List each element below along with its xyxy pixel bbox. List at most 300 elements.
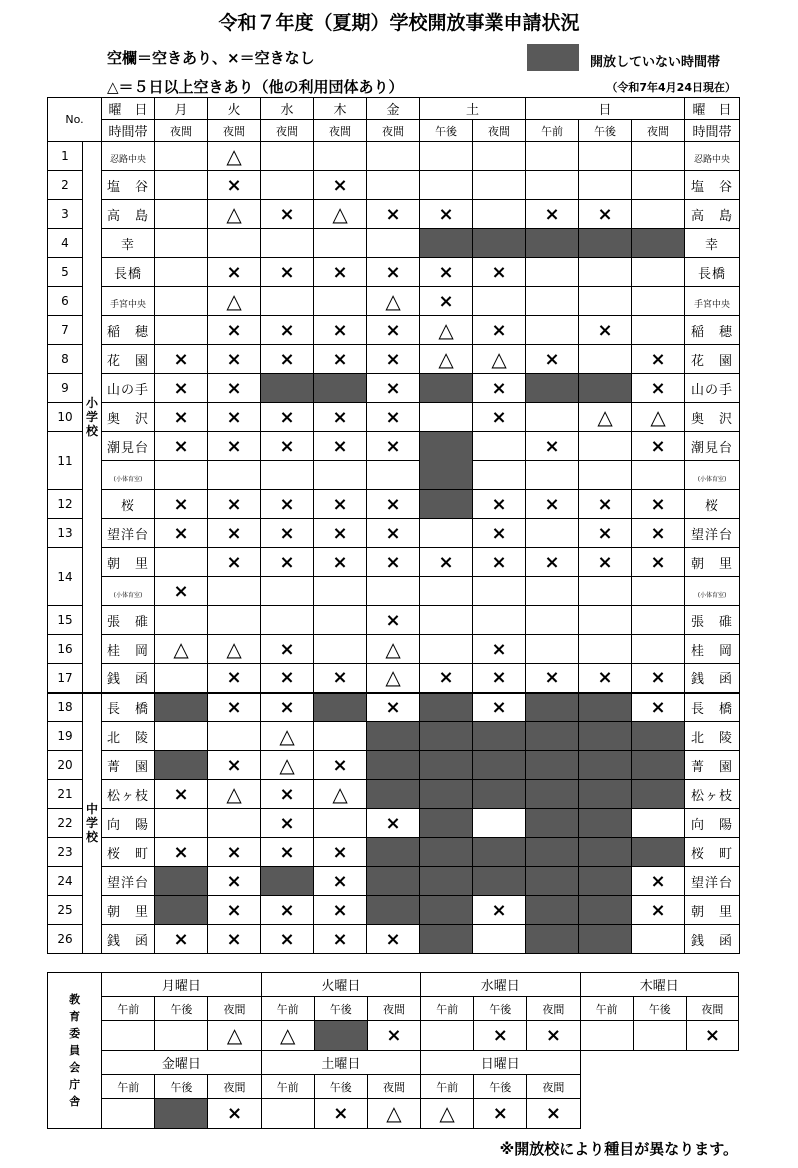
status-cell-closed xyxy=(526,838,579,867)
x-mark: × xyxy=(332,435,348,457)
x-mark: × xyxy=(385,435,401,457)
status-cell xyxy=(473,171,526,200)
row-number: 18 xyxy=(48,693,83,722)
status-cell xyxy=(579,200,632,229)
x-mark: × xyxy=(332,522,348,544)
status-cell xyxy=(155,258,208,287)
table-row xyxy=(48,229,740,258)
school-name-right xyxy=(685,258,740,287)
row-number: 12 xyxy=(48,490,83,519)
day-header-4: 金 xyxy=(367,98,420,120)
school-name-text: 銭 函 xyxy=(691,933,734,949)
x-mark: × xyxy=(279,638,295,660)
school-name-text: 潮見台 xyxy=(691,440,734,456)
table-row xyxy=(48,693,740,722)
x-mark: × xyxy=(333,1103,349,1124)
status-cell xyxy=(261,171,314,200)
school-name-right xyxy=(685,229,740,258)
table-row xyxy=(48,722,740,751)
x-mark: × xyxy=(386,1025,402,1046)
school-name xyxy=(102,838,155,867)
board-office-table xyxy=(47,972,739,1129)
school-name-text: 望洋台 xyxy=(691,527,734,543)
school-name-text: 桂 岡 xyxy=(691,643,734,659)
row-number: 20 xyxy=(48,751,83,780)
x-mark: × xyxy=(279,841,295,863)
sub-note-text: (小体育室) xyxy=(697,475,727,483)
school-name-text: 高 島 xyxy=(107,208,150,224)
x-mark: × xyxy=(226,551,242,573)
day-header-right: 曜 日 xyxy=(685,98,740,120)
x-mark: × xyxy=(226,348,242,370)
row-number: 8 xyxy=(48,345,83,374)
slot-header-8: 午後 xyxy=(579,120,632,142)
school-name-text: 奥 沢 xyxy=(691,411,734,427)
status-cell xyxy=(526,461,579,490)
triangle-mark: △ xyxy=(491,346,507,371)
school-name-text: 向 陽 xyxy=(107,817,150,833)
school-name-right xyxy=(685,519,740,548)
status-cell xyxy=(526,258,579,287)
school-name xyxy=(102,287,155,316)
status-cell-closed xyxy=(420,229,473,258)
triangle-mark: △ xyxy=(226,288,242,313)
school-name xyxy=(102,635,155,664)
status-cell-closed xyxy=(526,374,579,403)
status-cell xyxy=(261,606,314,635)
x-mark: × xyxy=(279,522,295,544)
x-mark: × xyxy=(385,493,401,515)
triangle-mark: △ xyxy=(438,346,454,371)
x-mark: × xyxy=(438,551,454,573)
school-name-text: 向 陽 xyxy=(691,817,734,833)
triangle-mark: △ xyxy=(438,317,454,342)
table-row xyxy=(48,403,740,432)
school-name-text: 長 橋 xyxy=(107,701,150,717)
triangle-mark: △ xyxy=(385,288,401,313)
row-number: 13 xyxy=(48,519,83,548)
status-cell xyxy=(314,490,367,519)
x-mark: × xyxy=(545,1103,561,1124)
status-cell xyxy=(367,606,420,635)
status-cell xyxy=(420,345,473,374)
x-mark: × xyxy=(173,406,189,428)
status-cell-closed xyxy=(367,867,420,896)
school-name-text: 幸 xyxy=(705,237,720,253)
status-cell-closed xyxy=(420,809,473,838)
row-number: 22 xyxy=(48,809,83,838)
school-name-text: 幸 xyxy=(121,237,136,253)
status-cell xyxy=(314,461,367,490)
school-name-text: 北 陵 xyxy=(107,730,150,746)
table-row xyxy=(48,780,740,809)
school-name-right xyxy=(685,142,740,171)
x-mark: × xyxy=(385,319,401,341)
day-header-0: 月 xyxy=(155,98,208,120)
status-cell xyxy=(367,258,420,287)
table-row xyxy=(48,432,740,461)
status-cell xyxy=(473,316,526,345)
office-cell xyxy=(421,1021,474,1051)
status-cell xyxy=(261,809,314,838)
x-mark: × xyxy=(332,174,348,196)
status-cell-closed xyxy=(579,809,632,838)
status-cell xyxy=(261,664,314,693)
x-mark: × xyxy=(650,377,666,399)
triangle-mark: △ xyxy=(385,665,401,690)
status-cell xyxy=(261,577,314,606)
office-slot-header: 夜間 xyxy=(367,997,420,1021)
triangle-mark: △ xyxy=(173,636,189,661)
status-cell xyxy=(473,693,526,722)
status-cell xyxy=(473,461,526,490)
status-cell xyxy=(155,780,208,809)
x-mark: × xyxy=(279,435,295,457)
x-mark: × xyxy=(544,667,560,689)
table-row xyxy=(48,519,740,548)
x-mark: × xyxy=(438,261,454,283)
triangle-mark: △ xyxy=(439,1101,455,1125)
status-cell xyxy=(155,200,208,229)
status-cell xyxy=(155,548,208,577)
office-slot-header: 午後 xyxy=(155,997,208,1021)
status-cell xyxy=(155,374,208,403)
school-name-text: 菁 園 xyxy=(691,759,734,775)
row-number: 5 xyxy=(48,258,83,287)
school-name-text: 桜 町 xyxy=(107,846,150,862)
office-slot-header: 午前 xyxy=(421,997,474,1021)
status-cell-closed xyxy=(579,838,632,867)
school-name-text: 朝 里 xyxy=(691,904,734,920)
row-number: 25 xyxy=(48,896,83,925)
x-mark: × xyxy=(226,493,242,515)
office-cell xyxy=(580,1021,633,1051)
school-name xyxy=(102,403,155,432)
status-cell xyxy=(632,142,685,171)
school-name-right xyxy=(685,751,740,780)
status-cell xyxy=(155,809,208,838)
x-mark: × xyxy=(704,1025,720,1046)
x-mark: × xyxy=(173,783,189,805)
empty-area xyxy=(580,1051,739,1129)
school-name xyxy=(102,490,155,519)
triangle-mark: △ xyxy=(332,201,348,226)
school-name-right xyxy=(685,374,740,403)
status-cell xyxy=(314,664,367,693)
table-row xyxy=(48,664,740,693)
x-mark: × xyxy=(650,493,666,515)
x-mark: × xyxy=(597,493,613,515)
status-cell xyxy=(208,606,261,635)
status-cell xyxy=(632,693,685,722)
status-cell xyxy=(261,490,314,519)
x-mark: × xyxy=(226,870,242,892)
status-cell-closed xyxy=(632,780,685,809)
x-mark: × xyxy=(544,493,560,515)
time-header-right: 時間帯 xyxy=(685,120,740,142)
school-name-text: 桜 町 xyxy=(691,846,734,862)
status-cell xyxy=(261,548,314,577)
x-mark: × xyxy=(650,870,666,892)
status-cell-closed xyxy=(579,374,632,403)
school-name-right xyxy=(685,809,740,838)
status-cell-closed xyxy=(155,867,208,896)
status-cell-closed xyxy=(579,896,632,925)
x-mark: × xyxy=(491,667,507,689)
x-mark: × xyxy=(226,319,242,341)
status-cell xyxy=(208,693,261,722)
status-cell xyxy=(367,461,420,490)
status-cell xyxy=(314,258,367,287)
school-name xyxy=(102,925,155,954)
x-mark: × xyxy=(385,928,401,950)
office-cell xyxy=(208,1021,261,1051)
status-cell xyxy=(367,548,420,577)
status-cell xyxy=(579,577,632,606)
row-number: 2 xyxy=(48,171,83,200)
status-cell xyxy=(579,461,632,490)
status-cell-closed xyxy=(473,722,526,751)
school-name xyxy=(102,606,155,635)
status-cell-closed xyxy=(261,374,314,403)
status-cell xyxy=(420,258,473,287)
x-mark: × xyxy=(279,667,295,689)
status-cell xyxy=(632,490,685,519)
x-mark: × xyxy=(226,696,242,718)
status-cell xyxy=(420,171,473,200)
status-cell-closed xyxy=(367,722,420,751)
status-cell-closed xyxy=(632,722,685,751)
status-cell xyxy=(155,287,208,316)
x-mark: × xyxy=(173,580,189,602)
status-cell xyxy=(208,316,261,345)
status-cell-closed xyxy=(420,751,473,780)
office-cell xyxy=(155,1021,208,1051)
x-mark: × xyxy=(491,319,507,341)
status-cell xyxy=(367,635,420,664)
x-mark: × xyxy=(279,203,295,225)
status-cell xyxy=(420,403,473,432)
status-cell xyxy=(208,925,261,954)
x-mark: × xyxy=(650,551,666,573)
status-cell xyxy=(632,345,685,374)
x-mark: × xyxy=(173,928,189,950)
table-row xyxy=(48,374,740,403)
school-name xyxy=(102,316,155,345)
office-slot-header: 午前 xyxy=(102,997,155,1021)
status-cell xyxy=(261,200,314,229)
x-mark: × xyxy=(173,493,189,515)
school-name-right xyxy=(685,693,740,722)
status-cell-closed xyxy=(420,432,473,490)
status-cell xyxy=(367,693,420,722)
status-table xyxy=(47,97,740,954)
status-cell xyxy=(314,751,367,780)
row-number: 6 xyxy=(48,287,83,316)
triangle-mark: △ xyxy=(226,143,242,168)
status-cell xyxy=(367,142,420,171)
x-mark: × xyxy=(650,435,666,457)
school-name-right xyxy=(685,838,740,867)
office-slot-header: 午後 xyxy=(314,1075,367,1099)
day-header-5: 土 xyxy=(420,98,526,120)
status-cell xyxy=(473,809,526,838)
status-cell xyxy=(261,693,314,722)
status-cell-closed xyxy=(579,722,632,751)
status-cell-closed xyxy=(367,896,420,925)
triangle-mark: △ xyxy=(332,781,348,806)
office-day-header: 日曜日 xyxy=(421,1051,580,1075)
office-cell-closed xyxy=(314,1021,367,1051)
status-cell xyxy=(314,229,367,258)
x-mark: × xyxy=(597,319,613,341)
x-mark: × xyxy=(226,522,242,544)
school-name-text: 北 陵 xyxy=(691,730,734,746)
status-cell-closed xyxy=(632,751,685,780)
status-cell xyxy=(208,896,261,925)
status-cell xyxy=(473,896,526,925)
status-cell xyxy=(473,606,526,635)
school-name-right xyxy=(685,316,740,345)
status-cell xyxy=(367,432,420,461)
x-mark: × xyxy=(385,203,401,225)
x-mark: × xyxy=(332,928,348,950)
school-name xyxy=(102,664,155,693)
day-header-3: 木 xyxy=(314,98,367,120)
status-cell xyxy=(632,809,685,838)
triangle-mark: △ xyxy=(650,404,666,429)
status-cell xyxy=(208,722,261,751)
school-name-text: 菁 園 xyxy=(107,759,150,775)
group-junior xyxy=(83,693,102,954)
table-row xyxy=(48,925,740,954)
x-mark: × xyxy=(385,522,401,544)
status-cell xyxy=(208,780,261,809)
status-cell xyxy=(473,432,526,461)
x-mark: × xyxy=(491,406,507,428)
status-cell xyxy=(367,316,420,345)
x-mark: × xyxy=(332,841,348,863)
slot-header-7: 午前 xyxy=(526,120,579,142)
status-cell xyxy=(261,635,314,664)
status-cell-closed xyxy=(420,693,473,722)
x-mark: × xyxy=(226,377,242,399)
status-cell-closed xyxy=(473,867,526,896)
status-cell xyxy=(526,287,579,316)
status-cell-closed xyxy=(526,693,579,722)
sub-note-text: (小体育室) xyxy=(113,475,143,483)
school-name-right xyxy=(685,548,740,577)
school-name-right xyxy=(685,635,740,664)
status-cell xyxy=(261,925,314,954)
x-mark: × xyxy=(173,377,189,399)
school-name-text: 望洋台 xyxy=(107,527,150,543)
status-cell xyxy=(632,664,685,693)
status-cell xyxy=(420,316,473,345)
office-cell xyxy=(314,1099,367,1129)
table-subrow xyxy=(48,577,740,606)
x-mark: × xyxy=(597,203,613,225)
school-name-text: 塩 谷 xyxy=(691,179,734,195)
status-cell-closed xyxy=(420,722,473,751)
status-cell xyxy=(579,519,632,548)
x-mark: × xyxy=(438,203,454,225)
office-day-header: 水曜日 xyxy=(421,973,580,997)
x-mark: × xyxy=(279,928,295,950)
status-cell xyxy=(314,925,367,954)
row-number: 9 xyxy=(48,374,83,403)
school-name xyxy=(102,693,155,722)
x-mark: × xyxy=(491,493,507,515)
status-cell xyxy=(632,925,685,954)
time-header: 時間帯 xyxy=(102,120,155,142)
x-mark: × xyxy=(173,348,189,370)
office-slot-header: 午前 xyxy=(102,1075,155,1099)
status-cell xyxy=(208,171,261,200)
x-mark: × xyxy=(173,435,189,457)
status-cell xyxy=(367,519,420,548)
school-name-right xyxy=(685,403,740,432)
office-cell-closed xyxy=(155,1099,208,1129)
sub-note xyxy=(102,577,155,606)
table-row xyxy=(48,548,740,577)
status-cell xyxy=(155,461,208,490)
status-cell xyxy=(155,722,208,751)
status-cell xyxy=(632,548,685,577)
x-mark: × xyxy=(491,551,507,573)
office-day-header: 月曜日 xyxy=(102,973,261,997)
status-cell xyxy=(367,345,420,374)
slot-header-4: 夜間 xyxy=(367,120,420,142)
school-name xyxy=(102,751,155,780)
school-name-text: 稲 穂 xyxy=(107,324,150,340)
school-name-text: 張 碓 xyxy=(107,614,150,630)
x-mark: × xyxy=(279,812,295,834)
status-cell xyxy=(314,635,367,664)
status-cell xyxy=(526,142,579,171)
x-mark: × xyxy=(385,406,401,428)
school-name xyxy=(102,171,155,200)
status-cell-closed xyxy=(526,722,579,751)
status-cell xyxy=(579,171,632,200)
x-mark: × xyxy=(491,696,507,718)
office-cell xyxy=(474,1099,527,1129)
school-name-text: 高 島 xyxy=(691,208,734,224)
status-cell xyxy=(155,142,208,171)
status-cell xyxy=(208,519,261,548)
status-cell xyxy=(208,229,261,258)
school-name-text: 望洋台 xyxy=(107,875,150,891)
status-cell xyxy=(420,200,473,229)
sub-note xyxy=(102,461,155,490)
status-cell xyxy=(314,896,367,925)
status-cell xyxy=(155,519,208,548)
row-number: 10 xyxy=(48,403,83,432)
table-row xyxy=(48,635,740,664)
status-cell xyxy=(473,664,526,693)
status-cell xyxy=(155,171,208,200)
day-header: 曜 日 xyxy=(102,98,155,120)
status-cell xyxy=(314,345,367,374)
x-mark: × xyxy=(279,783,295,805)
day-header-6: 日 xyxy=(526,98,685,120)
status-cell xyxy=(526,490,579,519)
x-mark: × xyxy=(332,406,348,428)
office-slot-header: 午前 xyxy=(580,997,633,1021)
row-number: 23 xyxy=(48,838,83,867)
slot-header-2: 夜間 xyxy=(261,120,314,142)
triangle-mark: △ xyxy=(226,1023,243,1047)
